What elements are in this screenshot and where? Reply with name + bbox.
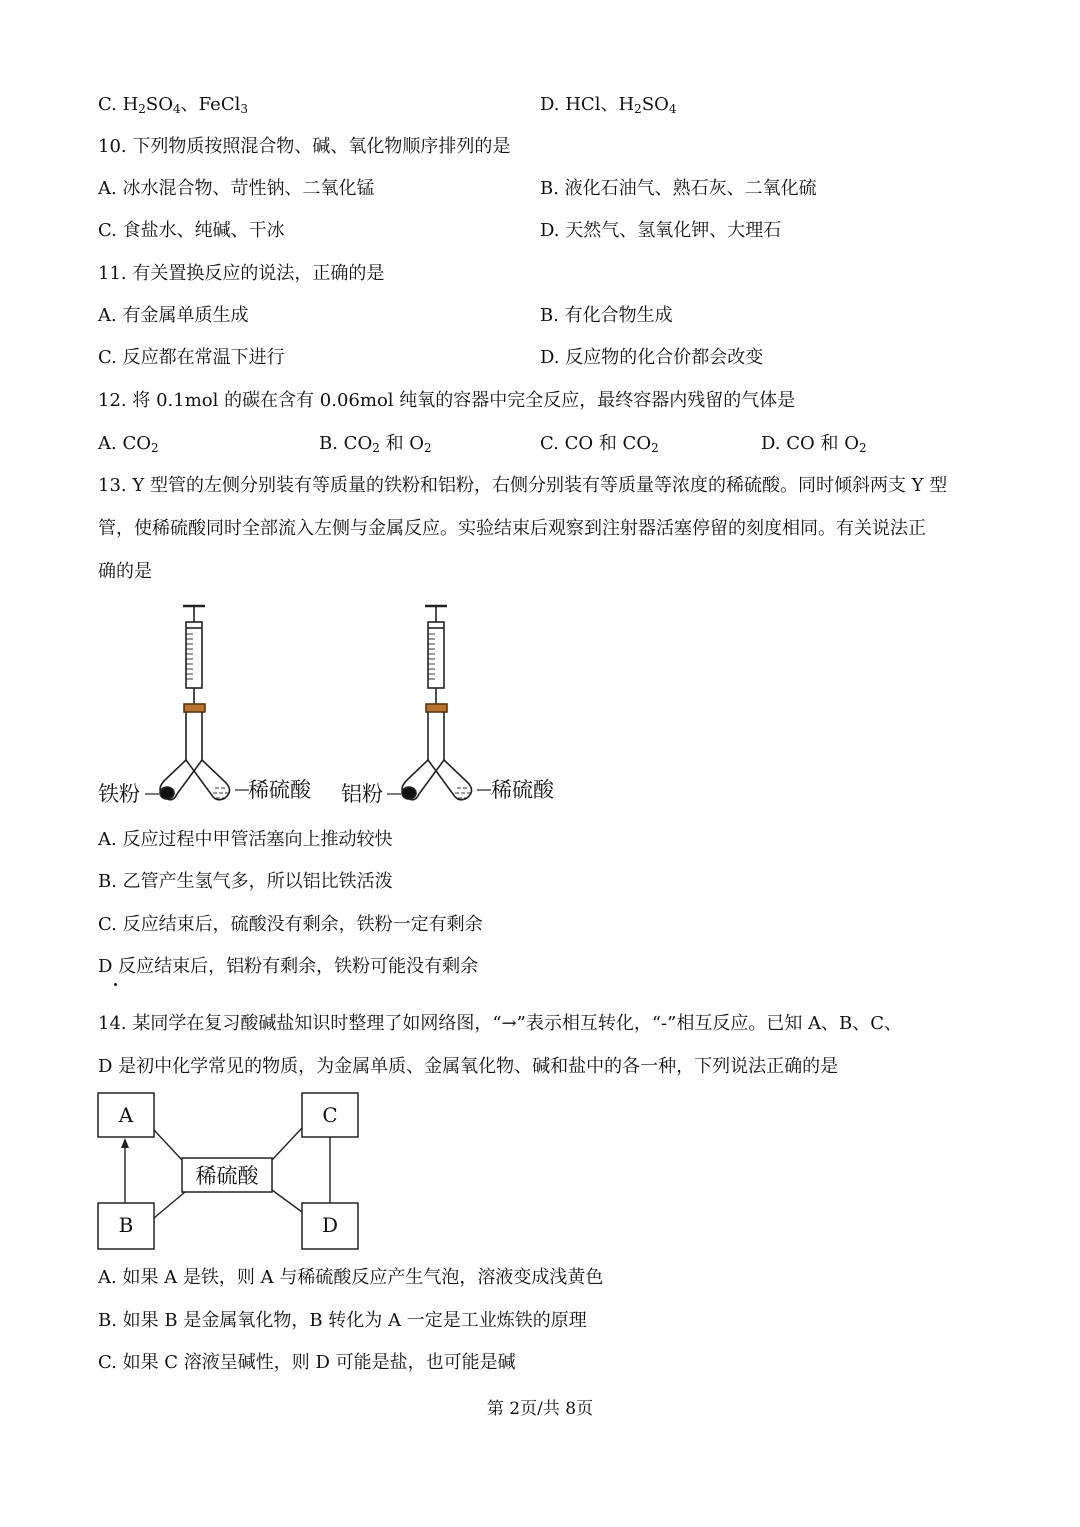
q11-option-a: A. 有金属单质生成 bbox=[98, 305, 249, 326]
y-tube-right bbox=[387, 606, 491, 800]
q13-stem-line2: 管，使稀硫酸同时全部流入左侧与金属反应。实验结束后观察到注射器活塞停留的刻度相同。有关说法正 bbox=[98, 518, 926, 539]
q10-option-a: A. 冰水混合物、苛性钠、二氧化锰 bbox=[98, 178, 375, 199]
q12-option-d: D. CO 和 $O_2$ bbox=[761, 433, 867, 455]
label-acid-left: 稀硫酸 bbox=[248, 778, 311, 802]
q14-stem-line1: 14. 某同学在复习酸碱盐知识时整理了如网络图，“→”表示相互转化，“-”相互反应。已知 A、B、C、 bbox=[98, 1013, 903, 1034]
q12-stem: 12. 将 0.1mol 的碳在含有 0.06mol 纯氧的容器中完全反应，最终容器内残留的气体是 bbox=[98, 390, 796, 411]
q11-stem: 11. 有关置换反应的说法，正确的是 bbox=[98, 263, 385, 284]
q10-option-d: D. 天然气、氢氧化钾、大理石 bbox=[540, 220, 782, 241]
q10-option-c: C. 食盐水、纯碱、干冰 bbox=[98, 220, 285, 241]
q10-stem: 10. 下列物质按照混合物、碱、氧化物顺序排列的是 bbox=[98, 136, 511, 157]
q13-stem-line3: 确的是 bbox=[98, 561, 152, 582]
label-acid-right: 稀硫酸 bbox=[491, 778, 554, 802]
label-d: D bbox=[321, 1213, 339, 1237]
stray-dot bbox=[114, 983, 117, 986]
q14-option-a: A. 如果 A 是铁，则 A 与稀硫酸反应产生气泡，溶液变成浅黄色 bbox=[98, 1267, 604, 1288]
label-b: B bbox=[118, 1213, 134, 1237]
q12-option-c: C. CO 和 $CO_2$ bbox=[540, 433, 659, 455]
label-center: 稀硫酸 bbox=[195, 1164, 259, 1188]
y-tube-left bbox=[145, 606, 249, 800]
label-aluminum-powder: 铝粉 bbox=[341, 782, 383, 806]
label-iron-powder: 铁粉 bbox=[98, 782, 140, 806]
q11-option-b: B. 有化合物生成 bbox=[540, 305, 673, 326]
label-a: A bbox=[118, 1103, 134, 1127]
q13-option-c: C. 反应结束后，硫酸没有剩余，铁粉一定有剩余 bbox=[98, 914, 483, 935]
q11-option-d: D. 反应物的化合价都会改变 bbox=[540, 347, 764, 368]
q13-option-a: A. 反应过程中甲管活塞向上推动较快 bbox=[98, 829, 393, 850]
page-footer: 第 2页/共 8页 bbox=[486, 1399, 594, 1419]
q13-option-d: D 反应结束后，铝粉有剩余，铁粉可能没有剩余 bbox=[98, 956, 479, 977]
y-tube-apparatus-figure bbox=[95, 600, 575, 812]
q9-option-d: D. HCl、$H_2SO_4$ bbox=[540, 94, 677, 116]
q12-option-b: B. $CO_2$ 和 $O_2$ bbox=[319, 433, 432, 455]
q13-option-b: B. 乙管产生氢气多，所以铝比铁活泼 bbox=[98, 871, 393, 892]
arrow-head bbox=[121, 1138, 129, 1148]
q10-option-b: B. 液化石油气、熟石灰、二氧化硫 bbox=[540, 178, 817, 199]
q12-option-a: A. $CO_2$ bbox=[98, 433, 159, 455]
reaction-network-diagram bbox=[95, 1090, 365, 1255]
label-c: C bbox=[322, 1103, 338, 1127]
q14-option-b: B. 如果 B 是金属氧化物，B 转化为 A 一定是工业炼铁的原理 bbox=[98, 1310, 587, 1331]
q11-option-c: C. 反应都在常温下进行 bbox=[98, 347, 285, 368]
q9-option-c: C. $H_2SO_4$、FeCl$_3$ bbox=[98, 94, 248, 116]
q13-stem-line1: 13. Y 型管的左侧分别装有等质量的铁粉和铝粉，右侧分别装有等质量等浓度的稀硫酸。同时倾斜两支 Y 型 bbox=[98, 475, 948, 496]
q14-stem-line2: D 是初中化学常见的物质，为金属单质、金属氧化物、碱和盐中的各一种，下列说法正确的是 bbox=[98, 1056, 839, 1077]
q14-option-c: C. 如果 C 溶液呈碱性，则 D 可能是盐，也可能是碱 bbox=[98, 1352, 516, 1373]
